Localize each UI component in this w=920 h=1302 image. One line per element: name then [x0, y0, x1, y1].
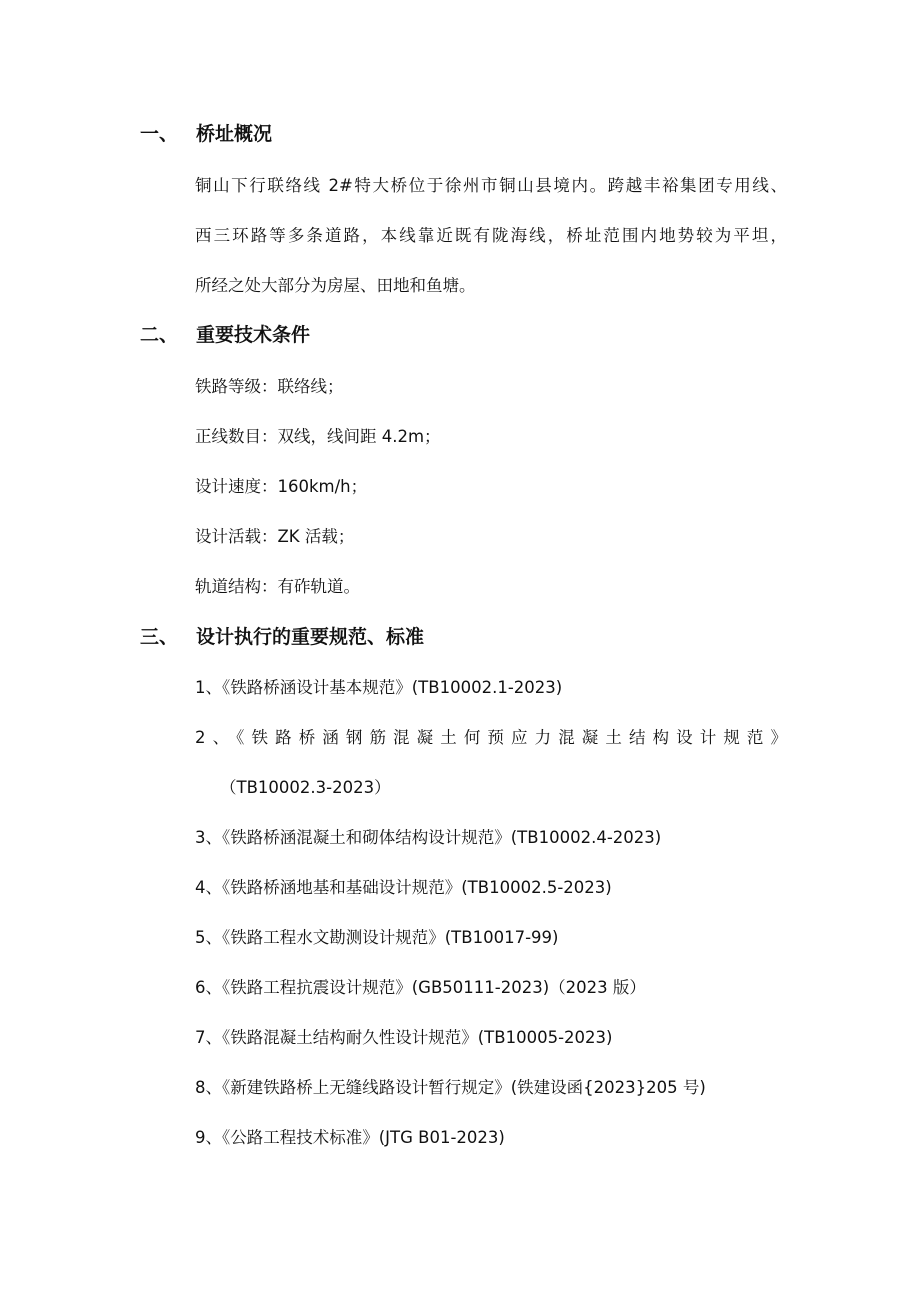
section-heading-site-overview: [140, 122, 272, 146]
section-number: 一、: [140, 123, 179, 145]
section-title: 设计执行的重要规范、标准: [196, 626, 425, 648]
code-item: 7、《铁路混凝土结构耐久性设计规范》(TB10005-2023): [195, 1028, 613, 1047]
condition-design-speed: 设计速度：160km/h；: [195, 477, 368, 496]
condition-main-lines: 正线数目：双线，线间距 4.2m；: [195, 427, 441, 446]
section-title: 重要技术条件: [196, 324, 311, 346]
section-number: 二、: [140, 324, 179, 346]
section-heading-design-codes: [140, 625, 424, 649]
code-item: 2、《铁路桥涵钢筋混凝土何预应力混凝土结构设计规范》: [195, 728, 787, 747]
condition-railway-grade: 铁路等级：联络线；: [195, 377, 344, 396]
code-item: 8、《新建铁路桥上无缝线路设计暂行规定》(铁建设函{2023}205 号): [195, 1078, 706, 1097]
code-item-continuation: （TB10002.3-2023）: [220, 778, 391, 797]
section-title: 桥址概况: [196, 123, 273, 145]
section-number: 三、: [140, 626, 179, 648]
condition-live-load: 设计活载：ZK 活载；: [195, 527, 355, 546]
code-item: 3、《铁路桥涵混凝土和砌体结构设计规范》(TB10002.4-2023): [195, 828, 662, 847]
code-item: 5、《铁路工程水文勘测设计规范》(TB10017-99): [195, 928, 559, 947]
code-item: 4、《铁路桥涵地基和基础设计规范》(TB10002.5-2023): [195, 878, 612, 897]
paragraph-line: 铜山下行联络线 2#特大桥位于徐州市铜山县境内。跨越丰裕集团专用线、: [195, 176, 787, 195]
condition-track-structure: 轨道结构：有砟轨道。: [195, 577, 360, 596]
code-item: 6、《铁路工程抗震设计规范》(GB50111-2023)（2023 版）: [195, 978, 646, 997]
paragraph-line: 所经之处大部分为房屋、田地和鱼塘。: [195, 276, 476, 295]
section-heading-technical-conditions: [140, 323, 310, 347]
code-item: 9、《公路工程技术标准》(JTG B01-2023): [195, 1128, 505, 1147]
paragraph-line: 西三环路等多条道路，本线靠近既有陇海线，桥址范围内地势较为平坦，: [195, 226, 787, 245]
code-item: 1、《铁路桥涵设计基本规范》(TB10002.1-2023): [195, 678, 563, 697]
